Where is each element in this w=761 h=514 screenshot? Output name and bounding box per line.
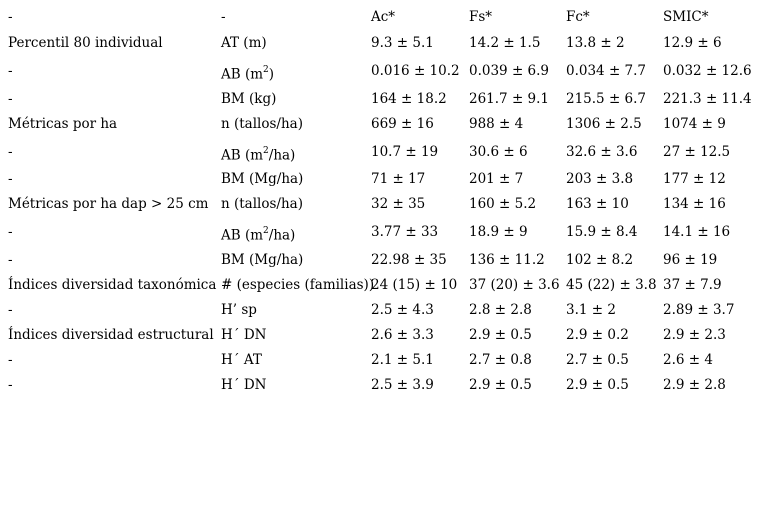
- value-cell: 45 (22) ± 3.8: [566, 277, 657, 293]
- value-cell: 0.039 ± 6.9: [469, 63, 550, 79]
- row-label-cell: -: [8, 377, 13, 393]
- value-cell: 0.032 ± 12.6: [663, 63, 752, 79]
- value-cell: 12.9 ± 6: [663, 35, 722, 51]
- value-cell: 15.9 ± 8.4: [566, 224, 638, 240]
- value-cell: 96 ± 19: [663, 252, 718, 268]
- value-cell: 32 ± 35: [371, 196, 426, 212]
- value-cell: 71 ± 17: [371, 171, 426, 187]
- table-row: [0, 86, 761, 112]
- variable-text: /ha): [268, 227, 296, 244]
- value-cell: 2.9 ± 0.5: [566, 377, 629, 393]
- table-row: [0, 111, 761, 137]
- table-row: [0, 297, 761, 323]
- variable-cell: BM (Mg/ha): [221, 171, 304, 187]
- value-cell: 0.016 ± 10.2: [371, 63, 460, 79]
- value-cell: 215.5 ± 6.7: [566, 91, 647, 107]
- header-cell: SMIC*: [663, 9, 709, 25]
- value-cell: 261.7 ± 9.1: [469, 91, 550, 107]
- value-cell: 177 ± 12: [663, 171, 726, 187]
- value-cell: 160 ± 5.2: [469, 196, 537, 212]
- value-cell: 2.9 ± 2.8: [663, 377, 726, 393]
- row-label-cell: Métricas por ha dap > 25 cm: [8, 196, 209, 212]
- superscript: 2: [263, 226, 269, 236]
- value-cell: 3.1 ± 2: [566, 302, 616, 318]
- row-label-cell: -: [8, 224, 13, 240]
- value-cell: 136 ± 11.2: [469, 252, 545, 268]
- value-cell: 669 ± 16: [371, 116, 434, 132]
- row-label-cell: -: [8, 302, 13, 318]
- variable-cell: # (especies (familias)): [221, 277, 375, 293]
- table-row: [0, 347, 761, 373]
- table-row: [0, 166, 761, 192]
- value-cell: 27 ± 12.5: [663, 144, 731, 160]
- value-cell: 164 ± 18.2: [371, 91, 447, 107]
- variable-cell: H´ DN: [221, 377, 267, 393]
- table-row: [0, 30, 761, 56]
- variable-text: AB (m: [221, 147, 264, 164]
- value-cell: 2.7 ± 0.8: [469, 352, 532, 368]
- value-cell: 18.9 ± 9: [469, 224, 528, 240]
- value-cell: 2.9 ± 0.5: [469, 327, 532, 343]
- table-row: [0, 372, 761, 398]
- value-cell: 3.77 ± 33: [371, 224, 439, 240]
- value-cell: 221.3 ± 11.4: [663, 91, 752, 107]
- row-label-cell: Percentil 80 individual: [8, 35, 163, 51]
- value-cell: 1074 ± 9: [663, 116, 726, 132]
- variable-cell: H´ DN: [221, 327, 267, 343]
- row-label-cell: -: [8, 91, 13, 107]
- row-label-cell: -: [8, 171, 13, 187]
- value-cell: 988 ± 4: [469, 116, 524, 132]
- table-row: [0, 272, 761, 298]
- table-row: [0, 191, 761, 217]
- value-cell: 2.8 ± 2.8: [469, 302, 532, 318]
- header-cell: -: [221, 9, 226, 25]
- value-cell: 24 (15) ± 10: [371, 277, 458, 293]
- row-label-cell: Métricas por ha: [8, 116, 118, 132]
- value-cell: 10.7 ± 19: [371, 144, 439, 160]
- value-cell: 134 ± 16: [663, 196, 726, 212]
- row-label-cell: -: [8, 63, 13, 79]
- value-cell: 2.5 ± 3.9: [371, 377, 434, 393]
- variable-cell: AT (m): [221, 35, 267, 51]
- variable-cell: [221, 139, 295, 169]
- value-cell: 2.9 ± 0.5: [469, 377, 532, 393]
- value-cell: 9.3 ± 5.1: [371, 35, 434, 51]
- value-cell: 2.9 ± 0.2: [566, 327, 629, 343]
- superscript: 2: [263, 65, 269, 75]
- variable-cell: n (tallos/ha): [221, 116, 303, 132]
- value-cell: 163 ± 10: [566, 196, 629, 212]
- header-cell: Fc*: [566, 9, 590, 25]
- row-label-cell: -: [8, 252, 13, 268]
- value-cell: 2.5 ± 4.3: [371, 302, 434, 318]
- value-cell: 2.7 ± 0.5: [566, 352, 629, 368]
- variable-cell: H’ sp: [221, 302, 257, 318]
- value-cell: 2.6 ± 3.3: [371, 327, 434, 343]
- table-row: [0, 58, 761, 84]
- value-cell: 37 (20) ± 3.6: [469, 277, 560, 293]
- variable-text: /ha): [268, 147, 296, 164]
- value-cell: 14.2 ± 1.5: [469, 35, 541, 51]
- value-cell: 203 ± 3.8: [566, 171, 634, 187]
- value-cell: 102 ± 8.2: [566, 252, 634, 268]
- table-row: [0, 139, 761, 165]
- variable-cell: [221, 58, 274, 88]
- row-label-cell: -: [8, 144, 13, 160]
- value-cell: 13.8 ± 2: [566, 35, 625, 51]
- table-row: [0, 219, 761, 245]
- table-row: [0, 247, 761, 273]
- row-label-cell: -: [8, 352, 13, 368]
- table-row: [0, 322, 761, 348]
- value-cell: 2.6 ± 4: [663, 352, 713, 368]
- value-cell: 2.1 ± 5.1: [371, 352, 434, 368]
- value-cell: 32.6 ± 3.6: [566, 144, 638, 160]
- header-cell: -: [8, 9, 13, 25]
- variable-text: AB (m: [221, 227, 264, 244]
- variable-cell: H´ AT: [221, 352, 262, 368]
- value-cell: 0.034 ± 7.7: [566, 63, 647, 79]
- variable-cell: BM (kg): [221, 91, 277, 107]
- header-cell: Ac*: [371, 9, 396, 25]
- value-cell: 2.9 ± 2.3: [663, 327, 726, 343]
- value-cell: 22.98 ± 35: [371, 252, 447, 268]
- variable-cell: n (tallos/ha): [221, 196, 303, 212]
- value-cell: 201 ± 7: [469, 171, 524, 187]
- value-cell: 30.6 ± 6: [469, 144, 528, 160]
- variable-cell: [221, 219, 295, 249]
- value-cell: 2.89 ± 3.7: [663, 302, 735, 318]
- row-label-cell: Índices diversidad taxonómica: [8, 277, 217, 293]
- variable-text: ): [268, 66, 275, 83]
- value-cell: 37 ± 7.9: [663, 277, 722, 293]
- row-label-cell: Índices diversidad estructural: [8, 327, 214, 343]
- table-header-row: [0, 4, 761, 30]
- header-cell: Fs*: [469, 9, 493, 25]
- value-cell: 14.1 ± 16: [663, 224, 731, 240]
- variable-text: AB (m: [221, 66, 264, 83]
- variable-cell: BM (Mg/ha): [221, 252, 304, 268]
- value-cell: 1306 ± 2.5: [566, 116, 642, 132]
- superscript: 2: [263, 146, 269, 156]
